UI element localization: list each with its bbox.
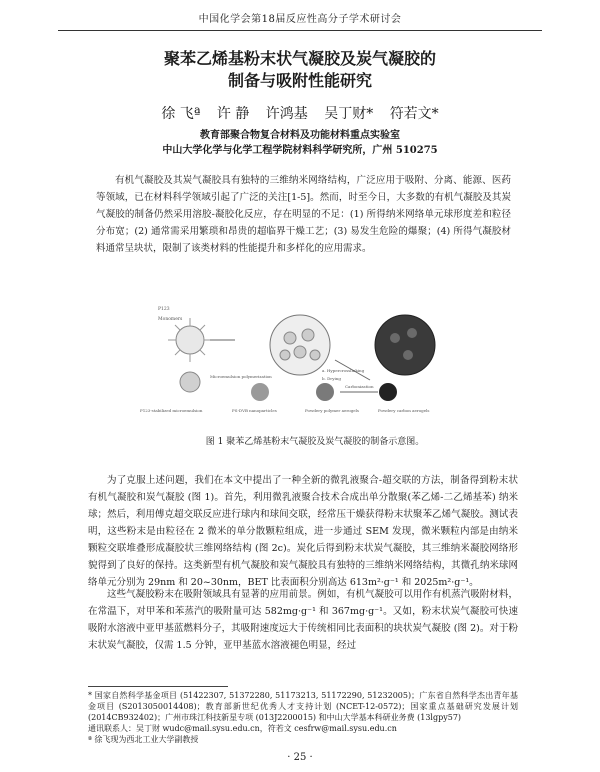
label-hypercrosslinking: a. Hypercrosslinking	[322, 368, 365, 373]
page-number: · 25 ·	[287, 752, 313, 763]
micelle-illustration	[168, 318, 212, 392]
affiliation-lab: 教育部聚合物复合材料及功能材料重点实验室	[200, 130, 400, 141]
body-paragraph: 为了克服上述问题，我们在本文中提出了一种全新的微乳液聚合-超交联的方法，制备得到粉末状有机气凝胶和炭气凝胶 (图 1)。首先，利用微乳液聚合技术合成出单分散聚(苯乙烯-二乙烯基苯) 纳米球；然后，利用傅克超交联反应进行球内和球间交联，经常压干燥获得粉末状聚苯乙烯气凝胶。测试表明，这些粉末是由粒径在 2 微米的单分散颗粒组成，进一步通过 SEM 发现，微米颗粒内部是由纳米颗粒交联堆叠形成凝胶状三维网络结构 (图 2c)。炭化后得到粉末状炭气凝胶，其三维纳米凝胶网络形貌得到了良好的保持。这类新型有机气凝胶和炭气凝胶具有独特的三维纳米网络结构，其微孔纳米球网络单元分别为 29nm 和 20~30nm，BET 比表面积分别高达 613m²·g⁻¹ 和 2025m²·g⁻¹。	[88, 475, 518, 588]
footnote-contact: 通讯联系人：吴丁财 wudc@mail.sysu.edu.cn，符若文 cesfrw@mail.sysu.edu.cn	[88, 724, 397, 733]
label-stage-2: PS-DVB nanoparticles	[232, 408, 277, 413]
footnote-rule	[88, 686, 228, 687]
label-carbonization: Carbonization	[345, 384, 374, 389]
blob-icon	[379, 383, 397, 401]
label-stage-4: Powdery carbon aerogels	[378, 408, 430, 413]
title-line-1: 聚苯乙烯基粉末状气凝胶及炭气凝胶的	[163, 49, 436, 68]
nanoparticle-ball-illustration	[270, 315, 330, 375]
author: 吴丁财*	[324, 106, 374, 122]
intro-paragraph: 有机气凝胶及其炭气凝胶具有独特的三维纳米网络结构，广泛应用于吸附、分离、能源、医药等领域，已在材料科学领域引起了广泛的关注[1-5]。然而，时至今日，大多数的有机气凝胶及其炭气凝胶的制备仍然采用溶胶-凝胶化反应，存在明显的不足：(1) 所得纳米网络单元球形度差和粒径分布宽；(2) 通常需采用繁琐和昂贵的超临界干燥工艺；(3) 易发生危险的爆聚；(4) 所得气凝胶材料通常呈块状，限制了该类材料的性能提升和多样化的应用需求。	[96, 175, 511, 254]
carbon-ball-illustration	[375, 315, 435, 375]
blob-icon	[316, 383, 334, 401]
author: 符若文*	[389, 106, 439, 122]
label-monomers: Monomers	[158, 317, 183, 322]
footnote-author-note: ª 徐飞现为西北工业大学副教授	[88, 735, 199, 744]
scheme-figure	[140, 300, 470, 420]
label-stage-3: Powdery polymer aerogels	[305, 408, 359, 413]
figure-caption: 图 1 聚苯乙烯基粉末气凝胶及炭气凝胶的制备示意图。	[205, 437, 425, 447]
paper-title	[40, 48, 560, 92]
label-stage-1: P123-stabilized microemulsion	[140, 408, 203, 413]
label-drying: b. Drying	[322, 376, 341, 381]
blob-icon	[251, 383, 269, 401]
author-list	[40, 103, 560, 123]
author: 许 静	[216, 106, 250, 122]
footnotes	[88, 690, 518, 745]
author: 徐 飞ª	[161, 106, 201, 122]
footnote-funding: * 国家自然科学基金项目 (51422307, 51372280, 51173213, 51172290, 51232005)；广东省自然科学杰出青年基金项目 (S2013050014408)；教育部新世纪优秀人才支持计划 (NCET-12-0572)；国家重点基础研究发展计划 (2014CB932402)；广州市珠江科技新星专项 (013J2200015) 和中山大学基本科研业务费 (13lgpy57)	[88, 691, 518, 722]
body-paragraph: 这些气凝胶粉末在吸附领域具有显著的应用前景。例如，有机气凝胶可以用作有机蒸汽吸附材料，在常温下，对甲苯和苯蒸汽的吸附量可达 582mg·g⁻¹ 和 367mg·g⁻¹。又如，粉末状炭气凝胶可快速吸附水溶液中亚甲基蓝燃料分子，其吸附速度远大于传统相同比表面积的块状炭气凝胶 (图 2)。对于粉末状炭气凝胶，仅需 1.5 分钟，亚甲基蓝水溶液褪色明显，经过	[88, 589, 518, 651]
author: 许鸿基	[265, 106, 308, 122]
title-line-2: 制备与吸附性能研究	[227, 71, 372, 90]
label-p123: P123	[158, 307, 170, 312]
label-microemulsion: Microemulsion polymerization	[210, 374, 272, 379]
affiliation-university: 中山大学化学与化学工程学院材料科学研究所，广州 510275	[162, 145, 438, 156]
running-header: 中国化学会第18届反应性高分子学术研讨会	[58, 12, 542, 31]
